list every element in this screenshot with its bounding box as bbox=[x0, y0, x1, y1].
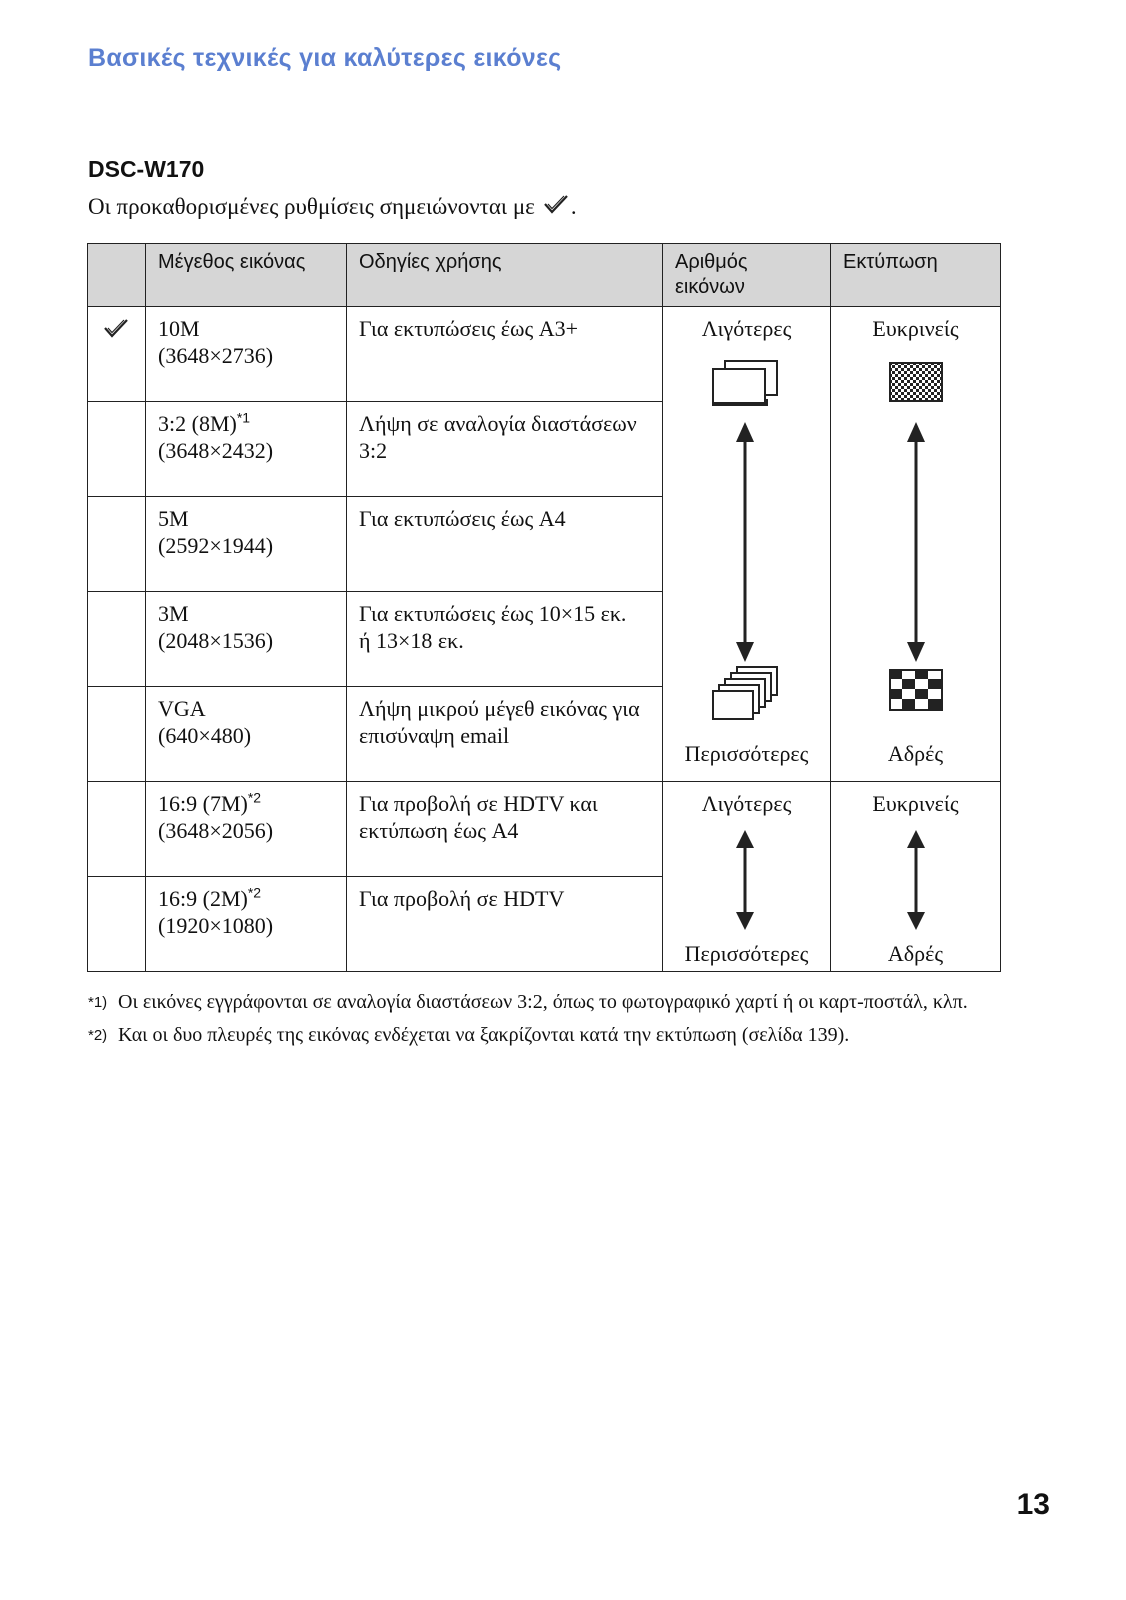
resolution: (2048×1536) bbox=[158, 628, 274, 653]
check-icon bbox=[543, 193, 569, 221]
size-label: 16:9 (7M) bbox=[158, 791, 248, 816]
double-arrow-icon bbox=[735, 422, 755, 662]
resolution: (640×480) bbox=[158, 723, 252, 748]
usage-cell bbox=[347, 877, 663, 972]
table-row bbox=[88, 307, 1001, 402]
print-top-label: Ευκρινείς bbox=[872, 791, 959, 816]
header-usage: Οδηγίες χρήσης bbox=[347, 244, 663, 307]
model-title: DSC-W170 bbox=[88, 156, 205, 182]
usage-text: Λήψη μικρού μέγεθ εικόνας για επισύναψη email bbox=[359, 696, 640, 748]
size-cell bbox=[146, 307, 347, 402]
footnote-ref: *2 bbox=[247, 789, 262, 806]
usage-text: Για εκτυπώσεις έως 10×15 εκ. ή 13×18 εκ. bbox=[359, 601, 627, 653]
usage-text: Λήψη σε αναλογία διαστάσεων 3:2 bbox=[359, 411, 637, 463]
resolution: (3648×2056) bbox=[158, 818, 274, 843]
footnotes bbox=[88, 990, 998, 1056]
check-icon bbox=[88, 307, 145, 345]
image-size-table bbox=[87, 243, 1001, 972]
usage-text: Για προβολή σε HDTV και εκτύπωση έως A4 bbox=[359, 791, 598, 843]
print-scale-2 bbox=[831, 782, 1001, 972]
size-label: VGA bbox=[158, 696, 206, 721]
footnote-ref: *2 bbox=[247, 884, 262, 901]
stacked-images-icon bbox=[711, 665, 781, 721]
default-cell bbox=[88, 782, 146, 877]
resolution: (3648×2736) bbox=[158, 343, 274, 368]
size-label: 3M bbox=[158, 601, 189, 626]
count-top-label: Λιγότερες bbox=[701, 316, 792, 341]
header-default bbox=[88, 244, 146, 307]
single-image-icon bbox=[711, 359, 781, 407]
double-arrow-icon bbox=[906, 422, 926, 662]
print-top-label: Ευκρινείς bbox=[872, 316, 959, 341]
page-number: 13 bbox=[1016, 1488, 1050, 1521]
usage-cell bbox=[347, 592, 663, 687]
size-cell bbox=[146, 782, 347, 877]
resolution: (2592×1944) bbox=[158, 533, 274, 558]
print-bottom-label: Αδρές bbox=[887, 741, 944, 766]
default-cell bbox=[88, 687, 146, 782]
resolution: (1920×1080) bbox=[158, 913, 274, 938]
footnote-text: Οι εικόνες εγγράφονται σε αναλογία διαστάσεων 3:2, όπως το φωτογραφικό χαρτί ή οι καρτ-ποστάλ, κλπ. bbox=[118, 991, 968, 1013]
footnote-mark: *2) bbox=[88, 1027, 108, 1044]
header-image-count: Αριθμός εικόνων bbox=[663, 244, 831, 307]
size-cell bbox=[146, 687, 347, 782]
usage-cell bbox=[347, 782, 663, 877]
usage-cell bbox=[347, 497, 663, 592]
size-label: 3:2 (8M) bbox=[158, 411, 237, 436]
usage-text: Για προβολή σε HDTV bbox=[359, 886, 565, 911]
coarse-grid-icon bbox=[889, 669, 943, 711]
size-label: 5M bbox=[158, 506, 189, 531]
section-header: Βασικές τεχνικές για καλύτερες εικόνες bbox=[88, 44, 562, 72]
usage-cell bbox=[347, 402, 663, 497]
usage-cell bbox=[347, 307, 663, 402]
footnote-1 bbox=[88, 990, 998, 1015]
table-header-row bbox=[88, 244, 1001, 307]
default-cell bbox=[88, 497, 146, 592]
footnote-mark: *1) bbox=[88, 994, 108, 1011]
print-scale-1 bbox=[831, 307, 1001, 782]
count-bottom-label: Περισσότερες bbox=[684, 941, 809, 966]
intro-text: Οι προκαθορισμένες ρυθμίσεις σημειώνονται με bbox=[88, 194, 535, 219]
default-cell bbox=[88, 402, 146, 497]
image-count-scale-2 bbox=[663, 782, 831, 972]
default-cell bbox=[88, 592, 146, 687]
intro-end: . bbox=[570, 194, 577, 219]
usage-cell bbox=[347, 687, 663, 782]
intro-line bbox=[88, 193, 577, 221]
header-image-size: Μέγεθος εικόνας bbox=[146, 244, 347, 307]
size-cell bbox=[146, 402, 347, 497]
double-arrow-icon bbox=[906, 830, 926, 930]
size-label: 10M bbox=[158, 316, 200, 341]
default-cell bbox=[88, 307, 146, 402]
print-bottom-label: Αδρές bbox=[887, 941, 944, 966]
footnote-text: Και οι δυο πλευρές της εικόνας ενδέχεται να ξακρίζονται κατά την εκτύπωση (σελίδα 139). bbox=[118, 1024, 850, 1046]
size-label: 16:9 (2M) bbox=[158, 886, 248, 911]
table-row bbox=[88, 782, 1001, 877]
size-cell bbox=[146, 497, 347, 592]
size-cell bbox=[146, 877, 347, 972]
count-bottom-label: Περισσότερες bbox=[684, 741, 809, 766]
size-cell bbox=[146, 592, 347, 687]
header-print: Εκτύπωση bbox=[831, 244, 1001, 307]
default-cell bbox=[88, 877, 146, 972]
footnote-2 bbox=[88, 1023, 998, 1048]
count-top-label: Λιγότερες bbox=[701, 791, 792, 816]
double-arrow-icon bbox=[735, 830, 755, 930]
fine-grid-icon bbox=[889, 362, 943, 402]
image-count-scale-1 bbox=[663, 307, 831, 782]
usage-text: Για εκτυπώσεις έως A3+ bbox=[359, 316, 578, 341]
usage-text: Για εκτυπώσεις έως A4 bbox=[359, 506, 566, 531]
footnote-ref: *1 bbox=[236, 409, 251, 426]
resolution: (3648×2432) bbox=[158, 438, 274, 463]
